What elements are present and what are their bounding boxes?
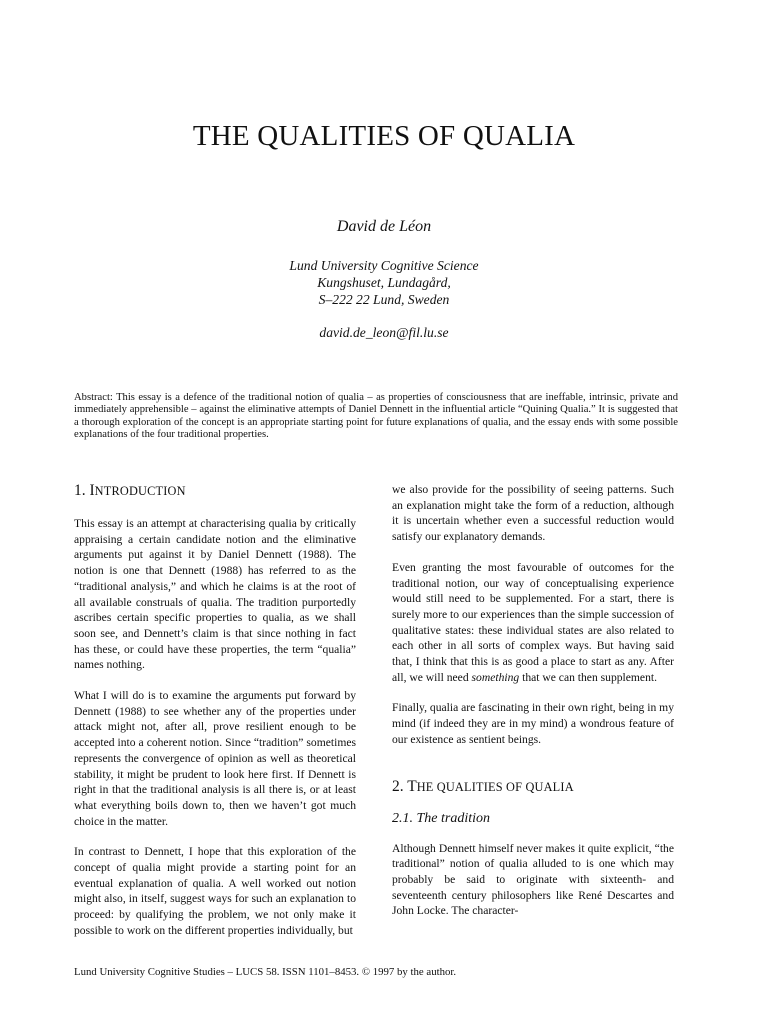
author-email: david.de_leon@fil.lu.se — [319, 325, 449, 340]
paragraph: In contrast to Dennett, I hope that this exploration of the concept of qualia might provide a starting point for an eventual explanation of qualia. A well worked out notion might also, in itself, suggest ways for such an explanation to proceed: by qualifying the problem, we not only make it possible to work on the different properties individually, but — [74, 845, 356, 937]
section-heading-introduction — [74, 482, 356, 500]
affiliation-line: S–222 22 Lund, Sweden — [318, 292, 450, 307]
abstract: Abstract: This essay is a defence of the traditional notion of qualia – as properties of consciousness that are ineffable, intrinsic, private and immediately apprehensible – against the eliminative attempts of Daniel Dennett in the influential article “Quining Qualia.” It is suggested that a thorough exploration of the concept is an appropriate starting point for future explanations of qualia, and the essay ends with some possible explanations of the four traditional properties. — [74, 392, 678, 441]
paragraph-text: Even granting the most favourable of outcomes for the traditional notion, our way of conceptualising experience would still need to be supplemented. For a start, there is surely more to our experiences than the simple succession of qualitative states: these individual states are also related to each other in all sorts of complex ways. But having said that, I think that this is as good a place to start as any. After all, we will need — [392, 560, 674, 684]
emphasis: something — [471, 670, 520, 684]
paragraph: This essay is an attempt at characterising qualia by critically appraising a certain candidate notion and the eliminative arguments put against it by Daniel Dennett (1988). The notion is one that Dennett (1988) has referred to as the “traditional analysis,” and which he claims is at the root of all available construals of qualia. The tradition purportedly ascribes certain specific properties to qualia, as we shall soon see, and Dennett’s claim is that since nothing in fact has these, or could have these properties, the term “qualia” names nothing. — [74, 517, 356, 672]
section-title-rest: NTRODUCTION — [94, 484, 186, 498]
paragraph-text: that we can then supplement. — [519, 670, 657, 684]
paragraph: we also provide for the possibility of seeing patterns. Such an explanation might take the form of a reduction, although it is uncertain whether even a successful reduction would satisfy our explanatory demands. — [392, 483, 674, 544]
section-initial: I — [89, 482, 95, 499]
affiliation-line: Lund University Cognitive Science — [289, 258, 479, 273]
affiliation-line: Kungshuset, Lundagård, — [317, 275, 451, 290]
paper-title: THE QUALITIES OF QUALIA — [192, 120, 576, 152]
section-title-rest: HE QUALITIES OF QUALIA — [416, 779, 574, 794]
left-column — [74, 482, 356, 954]
section-number: 1. — [74, 482, 86, 499]
page-footer: Lund University Cognitive Studies – LUCS 58. ISSN 1101–8453. © 1997 by the author. — [74, 966, 457, 978]
section-initial: T — [407, 777, 417, 795]
affiliation — [0, 257, 768, 308]
section-number: 2. — [392, 777, 404, 795]
paragraph: Although Dennett himself never makes it quite explicit, “the traditional” notion of qualia alluded to is one which may probably be said to originate with sixteenth- and seventeenth century philosophers like René Descartes and John Locke. The character- — [392, 841, 674, 918]
paragraph — [392, 560, 674, 686]
paragraph: What I will do is to examine the arguments put forward by Dennett (1988) to see whether any of the properties under attack might not, after all, prove resilient enough to be accepted into a coherent notion. Since “tradition” sometimes represents the convergence of opinion as well as theoretical stability, it might be prudent to look here first. If Dennett is right in that the traditional analysis is all there is, or at least what everything boils down to, then we haven’t got much choice in the matter. — [74, 689, 356, 828]
section-heading-qualities — [392, 778, 674, 796]
author-name: David de Léon — [336, 218, 432, 235]
right-column — [392, 482, 674, 934]
subsection-heading: 2.1. The tradition — [392, 810, 491, 826]
paragraph: Finally, qualia are fascinating in their own right, being in my mind (if indeed they are in my mind) a wondrous feature of our existence as sentient beings. — [392, 701, 674, 746]
